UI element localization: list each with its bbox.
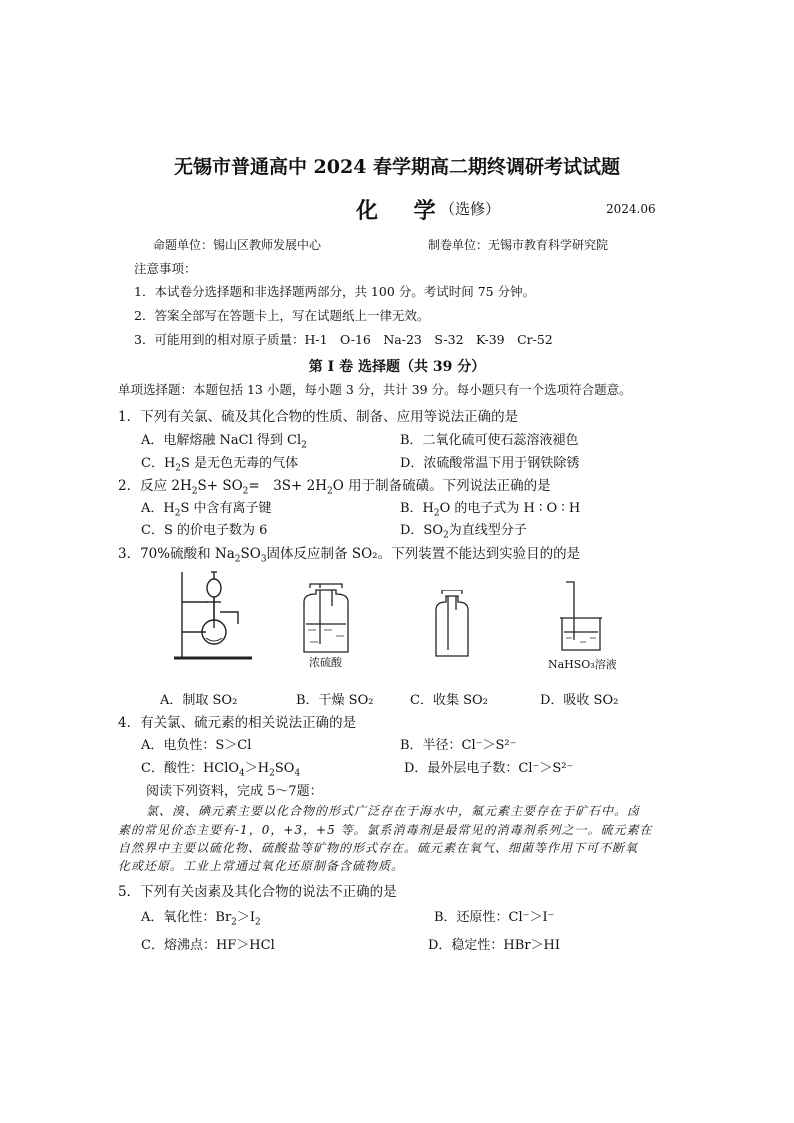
reading-line-4: 化或还原。工业上常通过氧化还原制备含硫物质。: [118, 859, 405, 873]
q3-option-a: A．制取 SO₂: [160, 693, 238, 708]
q3-option-c: C．收集 SO₂: [410, 693, 488, 708]
q1-option-c: C．$H_2S$ 是无色无毒的气体: [141, 456, 299, 474]
q5-stem: 5．下列有关卤素及其化合物的说法不正确的是: [118, 884, 397, 900]
subject-note: （选修）: [440, 200, 501, 218]
reading-intro: 阅读下列资料，完成 5～7题：: [146, 784, 323, 799]
reading-line-1: 氯、溴、碘元素主要以化合物的形式广泛存在于海水中，氟元素主要存在于矿石中。卤: [146, 804, 641, 818]
section-title: 第 I 卷 选择题（共 39 分）: [308, 359, 486, 375]
exam-title: 无锡市普通高中 2024 春学期高二期终调研考试试题: [173, 156, 621, 178]
reading-line-3: 自然界中主要以硫化物、硫酸盐等矿物的形式存在。硫元素在氧气、细菌等作用下可不断氧: [118, 841, 639, 855]
apparatus-b-label: 浓硫酸: [309, 656, 342, 669]
q1-option-d: D．浓硫酸常温下用于钢铁除锈: [400, 456, 580, 471]
maker-unit: 制卷单位：无锡市教育科学研究院: [428, 238, 609, 252]
q2-option-a: A．$H_2S$ 中含有离子键: [141, 501, 272, 519]
q5-option-b: B．还原性：Cl⁻＞I⁻: [434, 910, 555, 925]
note-item-2: 2．答案全部写在答题卡上，写在试题纸上一律无效。: [134, 308, 430, 323]
q2-stem: 2．反应 $2H_2S+ SO_2=$ $3S+ 2H_2O$ 用于制备硫磺。下列说法正确的是: [118, 478, 551, 497]
apparatus-c-collection-bottle: [430, 590, 474, 660]
q3-option-d: D．吸收 SO₂: [540, 693, 619, 708]
apparatus-b-drying-bottle: [296, 582, 356, 658]
q4-option-d: D．最外层电子数：Cl⁻＞S²⁻: [404, 761, 574, 776]
q1-option-b: B．二氧化硫可使石蕊溶液褪色: [400, 433, 579, 448]
q1-option-a: A．电解熔融 NaCl 得到 $Cl_2$: [141, 433, 307, 451]
q2-option-d: D．$SO_2$为直线型分子: [400, 523, 527, 541]
reading-line-2: 素的常见价态主要有-1，0，+3，+5 等。氯系消毒剂是最常见的消毒剂系列之一。硫元素在: [118, 823, 653, 837]
q5-option-c: C．熔沸点：HF＞HCl: [141, 938, 275, 953]
q4-option-a: A．电负性：S＞Cl: [141, 738, 252, 753]
exam-date: 2024.06: [606, 202, 656, 216]
q4-option-b: B．半径：Cl⁻＞S²⁻: [400, 738, 517, 753]
apparatus-a-generator: [172, 568, 258, 664]
section-instructions: 单项选择题：本题包括 13 小题，每小题 3 分，共计 39 分。每小题只有一个选项符合题意。: [118, 382, 632, 397]
q4-option-c: C．酸性：$HClO_4>H_2SO_4$: [141, 761, 301, 779]
apparatus-d-absorption-beaker: [556, 580, 606, 656]
proposer-unit: 命题单位：锡山区教师发展中心: [153, 238, 322, 252]
q5-option-a: A．氧化性：$Br_2>I_2$: [141, 910, 261, 928]
q2-option-c: C．S 的价电子数为 6: [141, 523, 268, 538]
q1-stem: 1．下列有关氯、硫及其化合物的性质、制备、应用等说法正确的是: [118, 409, 519, 425]
note-item-1: 1．本试卷分选择题和非选择题两部分，共 100 分。考试时间 75 分钟。: [134, 284, 536, 299]
notes-heading: 注意事项：: [134, 261, 197, 276]
q3-stem: 3．70%硫酸和 $Na_2SO_3$固体反应制备 SO₂。下列装置不能达到实验目的的是: [118, 546, 581, 565]
q5-option-d: D．稳定性：HBr＞HI: [428, 938, 560, 953]
subject-title: 化 学: [356, 198, 450, 224]
q3-option-b: B．干燥 SO₂: [296, 693, 374, 708]
apparatus-d-label: NaHSO₃溶液: [548, 658, 617, 671]
q4-stem: 4．有关氯、硫元素的相关说法正确的是: [118, 715, 357, 731]
q2-option-b: B．$H_2O$ 的电子式为 H ∶ O ∶ H: [400, 501, 581, 519]
note-item-3: 3．可能用到的相对原子质量：H-1 O-16 Na-23 S-32 K-39 Cr-52: [134, 332, 553, 347]
